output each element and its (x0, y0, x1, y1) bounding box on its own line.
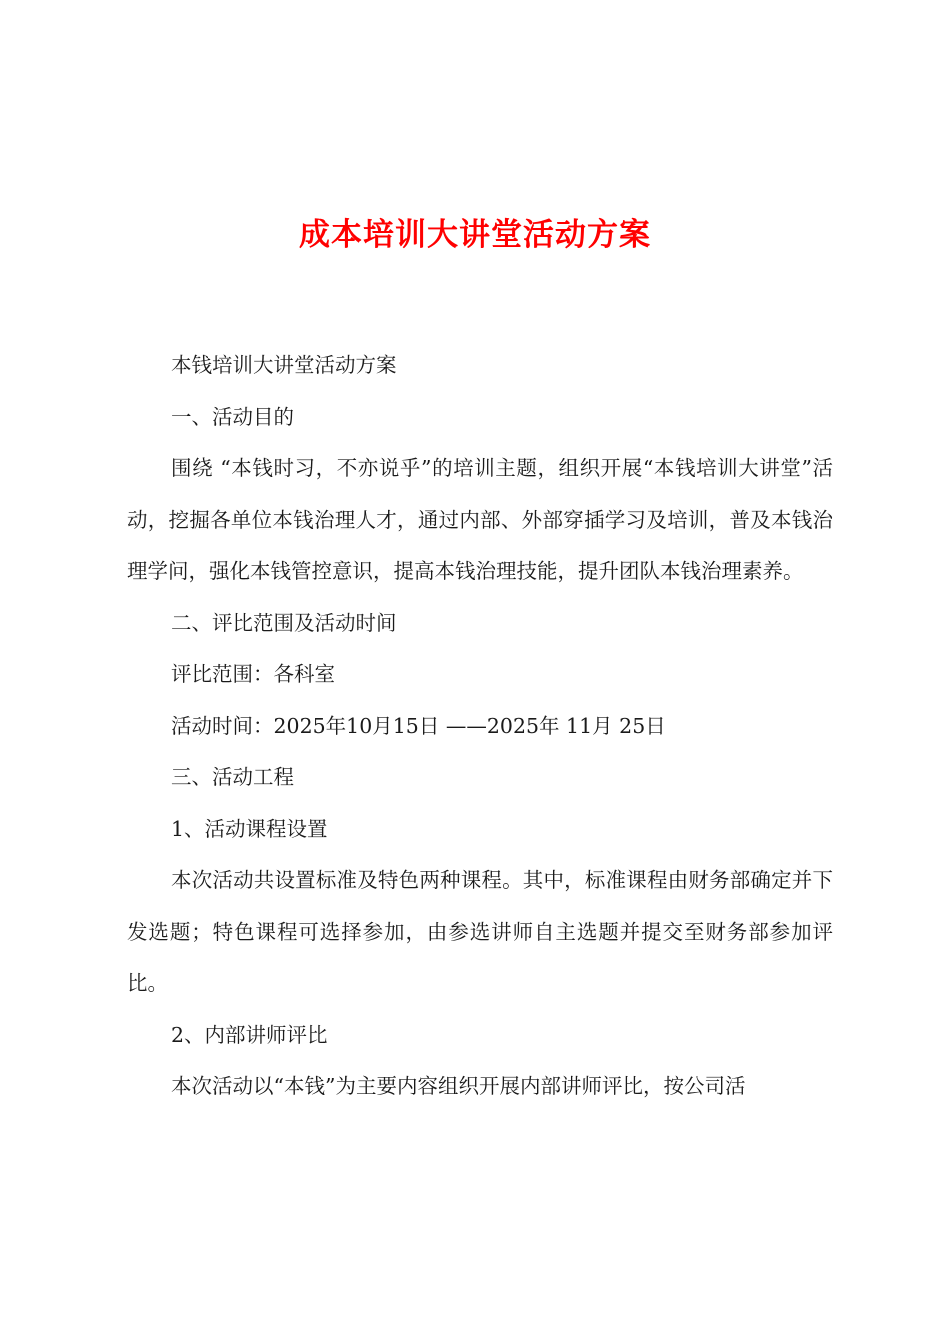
subheading-lecturer-contest: 2、内部讲师评比 (171, 1022, 328, 1047)
paragraph-time: 活动时间：2025年10月15日 ——2025年 11月 25日 (171, 713, 666, 738)
document-body (127, 340, 833, 1113)
section-heading-scope-time: 二、评比范围及活动时间 (171, 610, 397, 635)
subheading-course-setup: 1、活动课程设置 (171, 816, 328, 841)
doc-subtitle: 本钱培训大讲堂活动方案 (171, 353, 397, 377)
paragraph-scope: 评比范围：各科室 (171, 662, 335, 686)
paragraph-purpose: 围绕 “本钱时习，不亦说乎”的培训主题，组织开展“本钱培训大讲堂”活动，挖掘各单位本钱治理人才，通过内部、外部穿插学习及培训，普及本钱治理学问，强化本钱管控意识，提高本钱治理技能，提升团队本钱治理素养。 (127, 456, 833, 583)
section-heading-projects: 三、活动工程 (171, 765, 294, 789)
document-title: 成本培训大讲堂活动方案 (299, 217, 651, 253)
paragraph-lecturer-contest: 本次活动以“本钱”为主要内容组织开展内部讲师评比，按公司活 (171, 1074, 746, 1098)
section-heading-purpose: 一、活动目的 (171, 404, 294, 429)
paragraph-course-setup: 本次活动共设置标准及特色两种课程。其中，标准课程由财务部确定并下发选题；特色课程可选择参加，由参选讲师自主选题并提交至财务部参加评比。 (127, 868, 833, 995)
